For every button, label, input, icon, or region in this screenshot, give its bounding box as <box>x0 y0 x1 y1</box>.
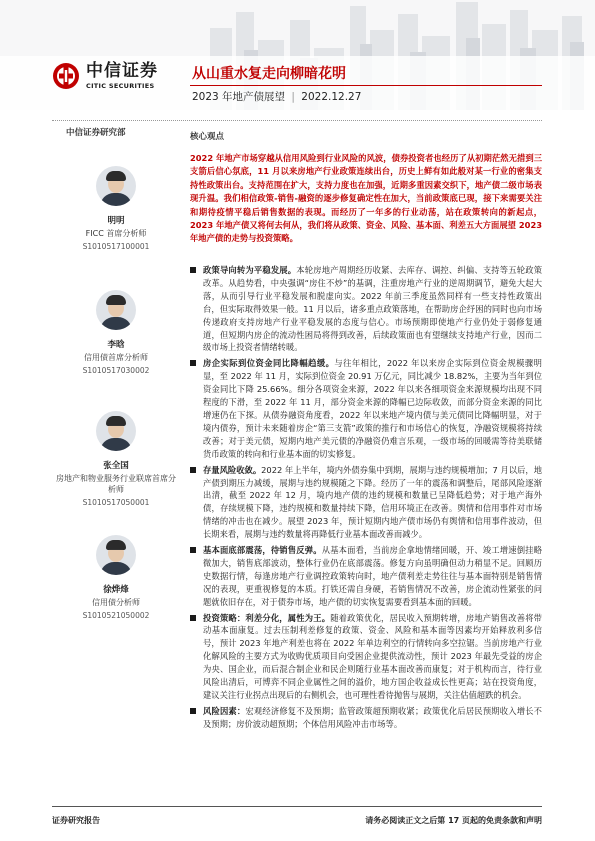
header-divider <box>52 120 542 121</box>
point-heading: 风险因素： <box>203 705 246 716</box>
analyst-name: 徐烨烽 <box>103 585 129 595</box>
point-heading: 存量风险收敛。 <box>203 464 262 475</box>
point-heading: 基本面底部震荡，待销售反弹。 <box>203 545 322 556</box>
square-bullet-icon <box>190 547 196 553</box>
footer-disclaimer: 请务必阅读正文之后第 17 页起的免责条款和声明 <box>365 816 542 825</box>
list-item <box>190 544 542 609</box>
square-bullet-icon <box>190 615 196 621</box>
analyst-license-id: S1010517100001 <box>82 242 150 251</box>
title-underline <box>190 85 542 86</box>
point-body: 本轮房地产周期经历收紧、去库存、调控、纠偏、支持等五轮政策改革。从趋势看，中央强调“房住不炒”的基调，注重房地产行业的逆周期调节，避免大起大落，从而引导行业平稳发展和脱虚向实。2022 年前三季度虽然同样有一些支持性政策出台，但实际取得效果一般。11 月以后，诸多重点政策落地，在帮助房企纾困的同时也向市场传递政府支持房地产行业平稳发展的态度与信心。市场预期即使地产行业仍处于弱修复通道，但短期内房企的流动性困局将得到改善，后续政策面也有望继续支持地产行业，因而二级市场上投资者情绪转暖。 <box>203 265 542 353</box>
analyst-role: 房地产和物业服务行业联席首席分析师 <box>56 474 176 494</box>
report-header <box>0 0 595 110</box>
report-subject: 2023 年地产债展望 <box>192 91 286 103</box>
citic-logo-mark-icon <box>52 62 80 90</box>
point-heading: 房企实际到位资金同比降幅趋缓。 <box>203 358 335 369</box>
citic-logo <box>52 62 158 90</box>
analyst-name: 李晗 <box>107 340 125 350</box>
analyst-card <box>52 411 180 507</box>
square-bullet-icon <box>190 708 196 714</box>
summary-paragraph: 2022 年地产市场穿越从信用风险到行业风险的风波，债券投资者也经历了从初期茫然无措到三支箭后信心氛底，11 月以来房地产行业政策连续出台，历史上鲜有如此般对某一行业的密集支持性政策出台。支持范围在扩大，支持力度也在加强，近期多重因素交织下，地产债二级市场表现升温。我们相信政策-销售-融资的逐步修复确定性在加大，当前政策底已现，接下来需要关注和期待疫情平稳后销售数据的表现。而经历了一年多的行业动荡，站在政策转向的新起点，2023 年地产债又将何去何从，我们将从政策、资金、风险、基本面、利差五大方面展望 2023 年地产债的走势与投资策略。 <box>190 153 542 244</box>
analyst-license-id: S1010517050001 <box>82 498 150 507</box>
point-heading: 投资策略：利差分化，属性为王。 <box>203 612 331 623</box>
analyst-card <box>52 290 180 375</box>
point-body: 宏观经济修复不及预期；监管政策超预期收紧；政策优化后居民预期收入增长不及预期；房价波动超预期；个体信用风险冲击市场等。 <box>203 705 542 729</box>
analyst-role: 信用债分析师 <box>92 598 140 607</box>
analyst-name: 张全国 <box>103 461 129 471</box>
square-bullet-icon <box>190 267 196 273</box>
footer-report-type: 证券研究报告 <box>52 816 100 825</box>
point-body: 随着政策优化，居民收入预期转增，房地产销售改善将带动基本面康复。过去压制利差修复的政策、资金、风险和基本面等因素均开始释放利多信号，预计 2023 年地产利差也将在 2022 年单边利空的行情转向多空拉锯。当前房地产行业化解风险的主要方式为收购优质项目向受困企业提供流动性，预计 2023 年最先受益的房企为央、国企业，而后混合制企业和民企则随行业基本面改善而康复；对于机构而言，待行业风险出清后，可博弈不同企业属性之间的溢价，地方国企收益成长性更高；站在投资角度，建议关注行业拐点出现后的右侧机会，也可理性看待抛售与展期，关注估值超跌的机会。 <box>203 612 542 700</box>
point-heading: 政策导向转为平稳发展。 <box>203 265 297 275</box>
square-bullet-icon <box>190 360 196 366</box>
analyst-sidebar <box>52 126 180 146</box>
report-title: 从山重水复走向柳暗花明 <box>192 66 346 82</box>
list-item <box>190 612 542 702</box>
subtitle-separator: | <box>291 91 295 103</box>
list-item <box>190 705 542 731</box>
footer-divider <box>52 806 542 807</box>
analyst-card <box>52 166 180 251</box>
list-item <box>190 264 542 354</box>
key-points-list <box>190 264 542 734</box>
analyst-license-id: S1010521050002 <box>82 611 150 620</box>
avatar <box>96 166 136 206</box>
sidebar-title: 中信证券研究部 <box>66 128 126 138</box>
report-subtitle <box>192 89 361 104</box>
analyst-role: FICC 首席分析师 <box>85 229 147 238</box>
report-date: 2022.12.27 <box>301 91 362 103</box>
analyst-license-id: S1010517030002 <box>82 366 150 375</box>
point-body: 从基本面看，当前房企拿地情绪回暖，开、竣工增速倒挂略微加大，销售底部波动，整体行业仍在底部震荡。修复方向虽明确但动力稍显不足。回顾历史数据行情，每逢房地产行业调控政策转向时，地产债利差走势往往与基本面特别是销售情况的表现，更重视修复的本质。打铁还需自身硬，若销售情况不改善，房企流动性紧张的问题就依旧存在，对于债券市场，地产债的切实恢复需要看到基本面的回暖。 <box>203 545 542 607</box>
analyst-role: 信用债首席分析师 <box>84 353 148 362</box>
analyst-card <box>52 535 180 620</box>
analyst-name: 明明 <box>107 216 125 226</box>
point-body: 2022 年上半年，境内外债券集中到期，展期与违约规模增加；7 月以后，地产债到期压力减缓，展期与违约规模随之下降。经历了一年的震荡和调整后，尾部风险逐渐出清，截至 2022 年 12 月，境内地产债的违约规模和数量已呈降低趋势；对于地产海外债，存续规模下降，违约规模和数量持续下降，信用环境正在改善。舆情和信用事件对市场情绪的冲击也在减少。展望 2023 年，预计短期内地产债市场仍有舆情和信用事件波动，但长期来看，展期与违约数量将再降低行业基本面改善而减少。 <box>203 464 542 540</box>
avatar <box>96 411 136 451</box>
list-item <box>190 464 542 541</box>
section-title-core-views: 核心观点 <box>190 132 225 142</box>
square-bullet-icon <box>190 467 196 473</box>
logo-text-en: CITIC SECURITIES <box>86 82 155 90</box>
point-body: 与往年相比，2022 年以来房企实际到位资金规模骤明显，至 2022 年 11 月，实际到位资金 20.91 万亿元，同比减少 18.82%，主要为当年到位资金同比下降 25.66%。细分各项资金来源，2022 年以来各细项资金来源规模均出现不同程度的下滑，至 2022 年 11 月，部分资金来源的降幅已边际收敛，而部分资金来源的同比增速仍在下探。从债券融资角度看，2022 年以来地产境内债与美元债同比降幅明显，对于境内债券，预计未来随着房企“第三支箭”政策的推行和市场信心的恢复，净融资规模将持续改善；对于美元债，短期内地产美元债的净融资仍难言乐观，一级市场的回暖需等待美联储货币政策的转向和行业基本面的切实修复。 <box>203 358 542 459</box>
avatar <box>96 535 136 575</box>
logo-text-cn: 中信证券 <box>86 61 158 81</box>
avatar <box>96 290 136 330</box>
list-item <box>190 357 542 460</box>
